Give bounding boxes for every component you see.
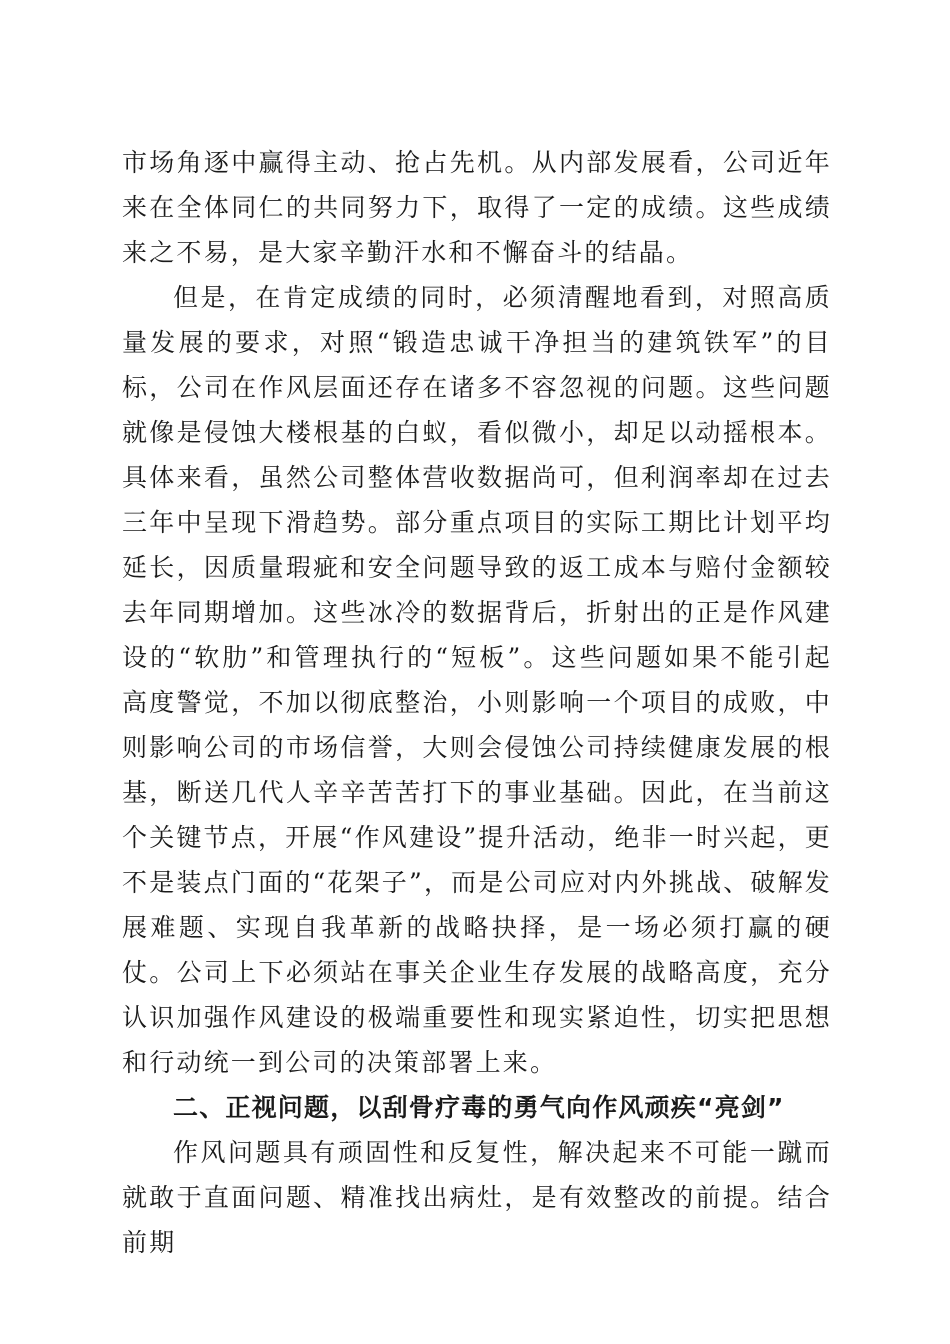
- section-heading-2: 二、正视问题，以刮骨疗毒的勇气向作风顽疾“亮剑”: [173, 1093, 785, 1122]
- paragraph-shortcomings: 但是，在肯定成绩的同时，必须清醒地看到，对照高质量发展的要求，对照“锻造忠诚干净担当的建筑铁军”的目标，公司在作风层面还存在诸多不容忽视的问题。这些问题就像是侵蚀大楼根基的白蚁，看似微小，却足以动摇根本。具体来看，虽然公司整体营收数据尚可，但利润率却在过去三年中呈现下滑趋势。部分重点项目的实际工期比计划平均延长，因质量瑕疵和安全问题导致的返工成本与赔付金额较去年同期增加。这些冰冷的数据背后，折射出的正是作风建设的“软肋”和管理执行的“短板”。这些问题如果不能引起高度警觉，不加以彻底整治，小则影响一个项目的成败，中则影响公司的市场信誉，大则会侵蚀公司持续健康发展的根基，断送几代人辛辛苦苦打下的事业基础。因此，在当前这个关键节点，开展“作风建设”提升活动，绝非一时兴起，更不是装点门面的“花架子”，而是公司应对内外挑战、破解发展难题、实现自我革新的战略抉择，是一场必须打赢的硬仗。公司上下必须站在事关企业生存发展的战略高度，充分认识加强作风建设的极端重要性和现实紧迫性，切实把思想和行动统一到公司的决策部署上来。: [122, 283, 832, 1077]
- paragraph-problems-intro: 作风问题具有顽固性和反复性，解决起来不可能一蹴而就敢于直面问题、精准找出病灶，是有效整改的前提。结合前期: [122, 1138, 832, 1257]
- paragraph-continuation: 市场角逐中赢得主动、抢占先机。从内部发展看，公司近年来在全体同仁的共同努力下，取得了一定的成绩。这些成绩来之不易，是大家辛勤汗水和不懈奋斗的结晶。: [122, 148, 832, 267]
- document-body: [122, 140, 832, 1265]
